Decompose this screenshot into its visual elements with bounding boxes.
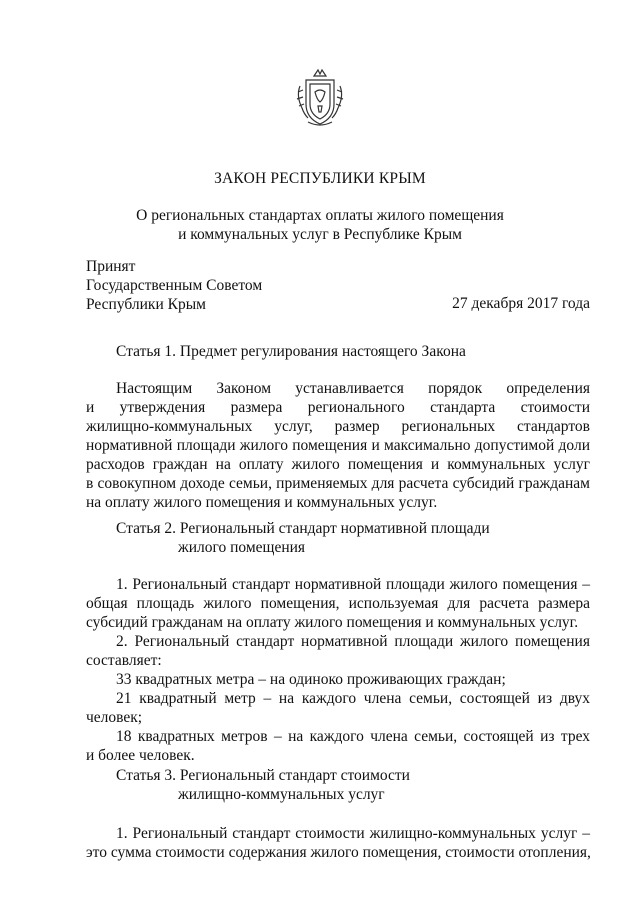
subtitle-line: О региональных стандартах оплаты жилого помещения: [136, 207, 504, 224]
paragraph-line: 21 квадратный метр – на каждого члена семьи, состоящей из двух: [116, 690, 590, 707]
paragraph-line: составляет:: [86, 652, 162, 669]
paragraph-line: это сумма стоимости содержания жилого помещения, стоимости отопления,: [86, 844, 591, 861]
paragraph-line: 2. Региональный стандарт нормативной площади жилого помещения: [116, 633, 590, 650]
article-2-paragraph-1: [86, 575, 590, 632]
heading-line: Статья 2. Региональный стандарт нормативной площади: [116, 520, 490, 537]
paragraph-line: на оплату жилого помещения и коммунальных услуг.: [86, 494, 438, 511]
paragraph-line: Настоящим Законом устанавливается порядок определения: [116, 380, 590, 397]
adoption-block: [86, 257, 262, 314]
article-2-paragraph-2: [86, 632, 590, 670]
paragraph-line: в совокупном доходе семьи, применяемых для расчета субсидий гражданам: [86, 475, 590, 492]
adoption-date: 27 декабря 2017 года: [452, 295, 590, 312]
heading-line: жилищно-коммунальных услуг: [178, 786, 385, 803]
paragraph-line: 1. Региональный стандарт нормативной площади жилого помещения –: [116, 576, 590, 593]
article-2-heading: [116, 519, 490, 557]
adoption-line: Государственным Советом: [86, 277, 263, 294]
article-1-paragraph: [86, 379, 590, 512]
article-2-paragraph-3: [86, 670, 590, 689]
paragraph-line: 33 квадратных метра – на одиноко проживающих граждан;: [116, 671, 506, 688]
paragraph-line: нормативной площади жилого помещения и максимально допустимой доли: [86, 437, 590, 454]
heading-line: Статья 3. Региональный стандарт стоимости: [116, 767, 410, 784]
adoption-line: Принят: [86, 258, 136, 275]
article-3-heading: [116, 766, 410, 804]
paragraph-line: 1. Региональный стандарт стоимости жилищно-коммунальных услуг –: [116, 825, 590, 842]
law-title: ЗАКОН РЕСПУБЛИКИ КРЫМ: [214, 170, 426, 187]
coat-of-arms-icon: [294, 66, 346, 128]
paragraph-line: жилищно-коммунальных услуг, размер региональных стандартов: [86, 418, 590, 435]
paragraph-line: и более человек.: [86, 747, 195, 764]
paragraph-line: общая площадь жилого помещения, используемая для расчета размера: [86, 595, 590, 612]
article-2-paragraph-4: [86, 689, 590, 727]
paragraph-line: 18 квадратных метров – на каждого члена семьи, состоящей из трех: [116, 728, 590, 745]
article-2-paragraph-5: [86, 727, 590, 765]
law-subtitle: [0, 206, 640, 244]
paragraph-line: и утверждения размера регионального стандарта стоимости: [86, 399, 590, 416]
subtitle-line: и коммунальных услуг в Республике Крым: [178, 226, 462, 243]
heading-line: жилого помещения: [178, 539, 306, 556]
adoption-line: Республики Крым: [86, 296, 206, 313]
paragraph-line: человек;: [86, 709, 143, 726]
article-1-heading: Статья 1. Предмет регулирования настоящего Закона: [116, 343, 466, 360]
paragraph-line: расходов граждан на оплату жилого помещения и коммунальных услуг: [86, 456, 590, 473]
paragraph-line: субсидий гражданам на оплату жилого помещения и коммунальных услуг.: [86, 614, 579, 631]
article-3-paragraph-1: [86, 824, 590, 862]
